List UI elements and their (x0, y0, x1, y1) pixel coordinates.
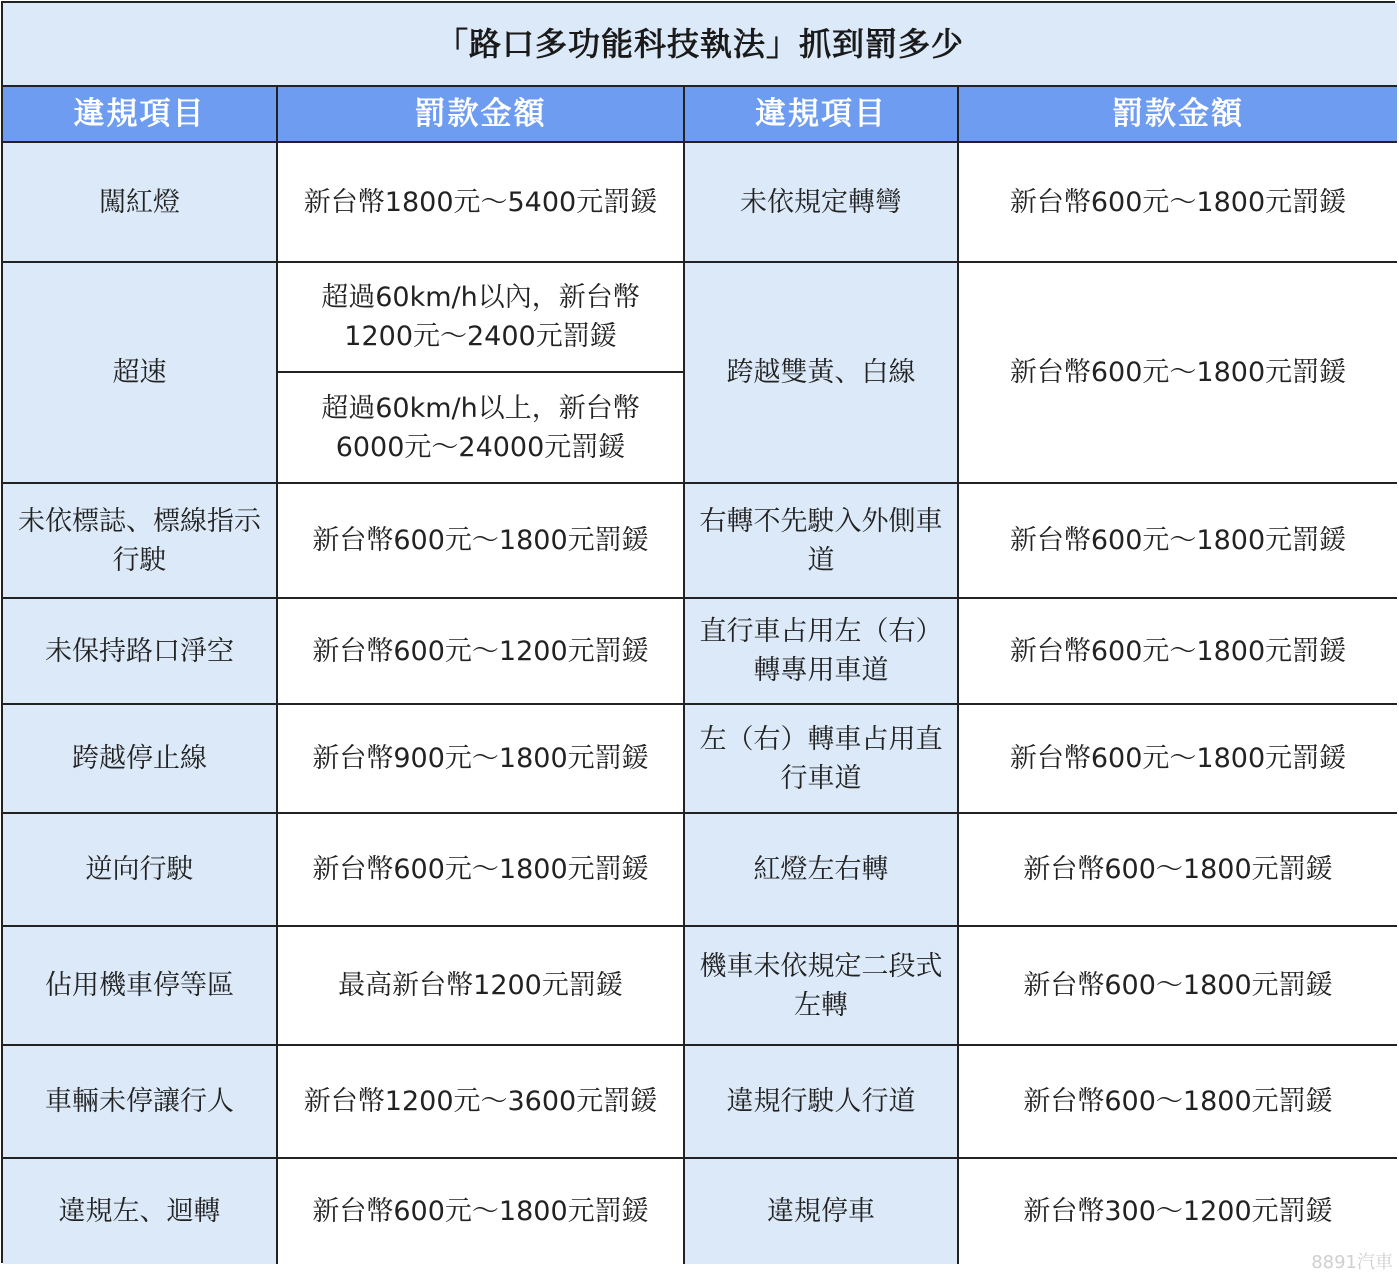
fines-table (1, 1, 1395, 1263)
violation-cell: 未保持路口淨空 (3, 599, 278, 705)
header-fine-right: 罰款金額 (959, 87, 1397, 143)
violation-cell: 未依規定轉彎 (685, 143, 959, 263)
violation-cell: 機車未依規定二段式左轉 (685, 927, 959, 1046)
fine-cell: 最高新台幣1200元罰鍰 (278, 927, 685, 1046)
violation-cell: 佔用機車停等區 (3, 927, 278, 1046)
fine-cell: 新台幣600元～1200元罰鍰 (278, 599, 685, 705)
violation-cell: 右轉不先駛入外側車道 (685, 484, 959, 599)
violation-cell: 左（右）轉車占用直行車道 (685, 705, 959, 814)
violation-cell: 違規停車 (685, 1159, 959, 1264)
fine-cell: 超過60km/h以內，新台幣1200元～2400元罰鍰 (278, 263, 685, 373)
fine-cell: 超過60km/h以上，新台幣6000元～24000元罰鍰 (278, 373, 685, 484)
violation-cell: 違規行駛人行道 (685, 1046, 959, 1159)
fine-cell: 新台幣900元～1800元罰鍰 (278, 705, 685, 814)
header-violation-left: 違規項目 (3, 87, 278, 143)
header-violation-right: 違規項目 (685, 87, 959, 143)
fine-cell: 新台幣600～1800元罰鍰 (959, 927, 1397, 1046)
fine-cell: 新台幣600元～1800元罰鍰 (959, 484, 1397, 599)
violation-cell: 車輛未停讓行人 (3, 1046, 278, 1159)
violation-cell: 跨越停止線 (3, 705, 278, 814)
violation-cell: 違規左、迴轉 (3, 1159, 278, 1264)
fine-cell: 新台幣600元～1800元罰鍰 (959, 143, 1397, 263)
violation-cell: 闖紅燈 (3, 143, 278, 263)
fine-cell: 新台幣1800元～5400元罰鍰 (278, 143, 685, 263)
violation-cell: 逆向行駛 (3, 814, 278, 927)
fine-cell: 新台幣600～1800元罰鍰 (959, 1046, 1397, 1159)
fine-cell: 新台幣600元～1800元罰鍰 (959, 599, 1397, 705)
violation-cell: 紅燈左右轉 (685, 814, 959, 927)
fine-cell: 新台幣600元～1800元罰鍰 (959, 263, 1397, 484)
header-fine-left: 罰款金額 (278, 87, 685, 143)
violation-cell: 直行車占用左（右）轉專用車道 (685, 599, 959, 705)
fine-cell: 新台幣600元～1800元罰鍰 (278, 1159, 685, 1264)
table-title: 「路口多功能科技執法」抓到罰多少 (3, 3, 1397, 87)
fine-cell: 新台幣600元～1800元罰鍰 (278, 814, 685, 927)
fine-cell: 新台幣600元～1800元罰鍰 (959, 705, 1397, 814)
watermark-logo: 8891汽車 (1311, 1252, 1393, 1273)
violation-cell: 跨越雙黃、白線 (685, 263, 959, 484)
fine-cell: 新台幣1200元～3600元罰鍰 (278, 1046, 685, 1159)
fine-cell: 新台幣600元～1800元罰鍰 (278, 484, 685, 599)
violation-cell: 超速 (3, 263, 278, 484)
fine-cell: 新台幣300～1200元罰鍰 (959, 1159, 1397, 1264)
fine-cell: 新台幣600～1800元罰鍰 (959, 814, 1397, 927)
violation-cell: 未依標誌、標線指示行駛 (3, 484, 278, 599)
